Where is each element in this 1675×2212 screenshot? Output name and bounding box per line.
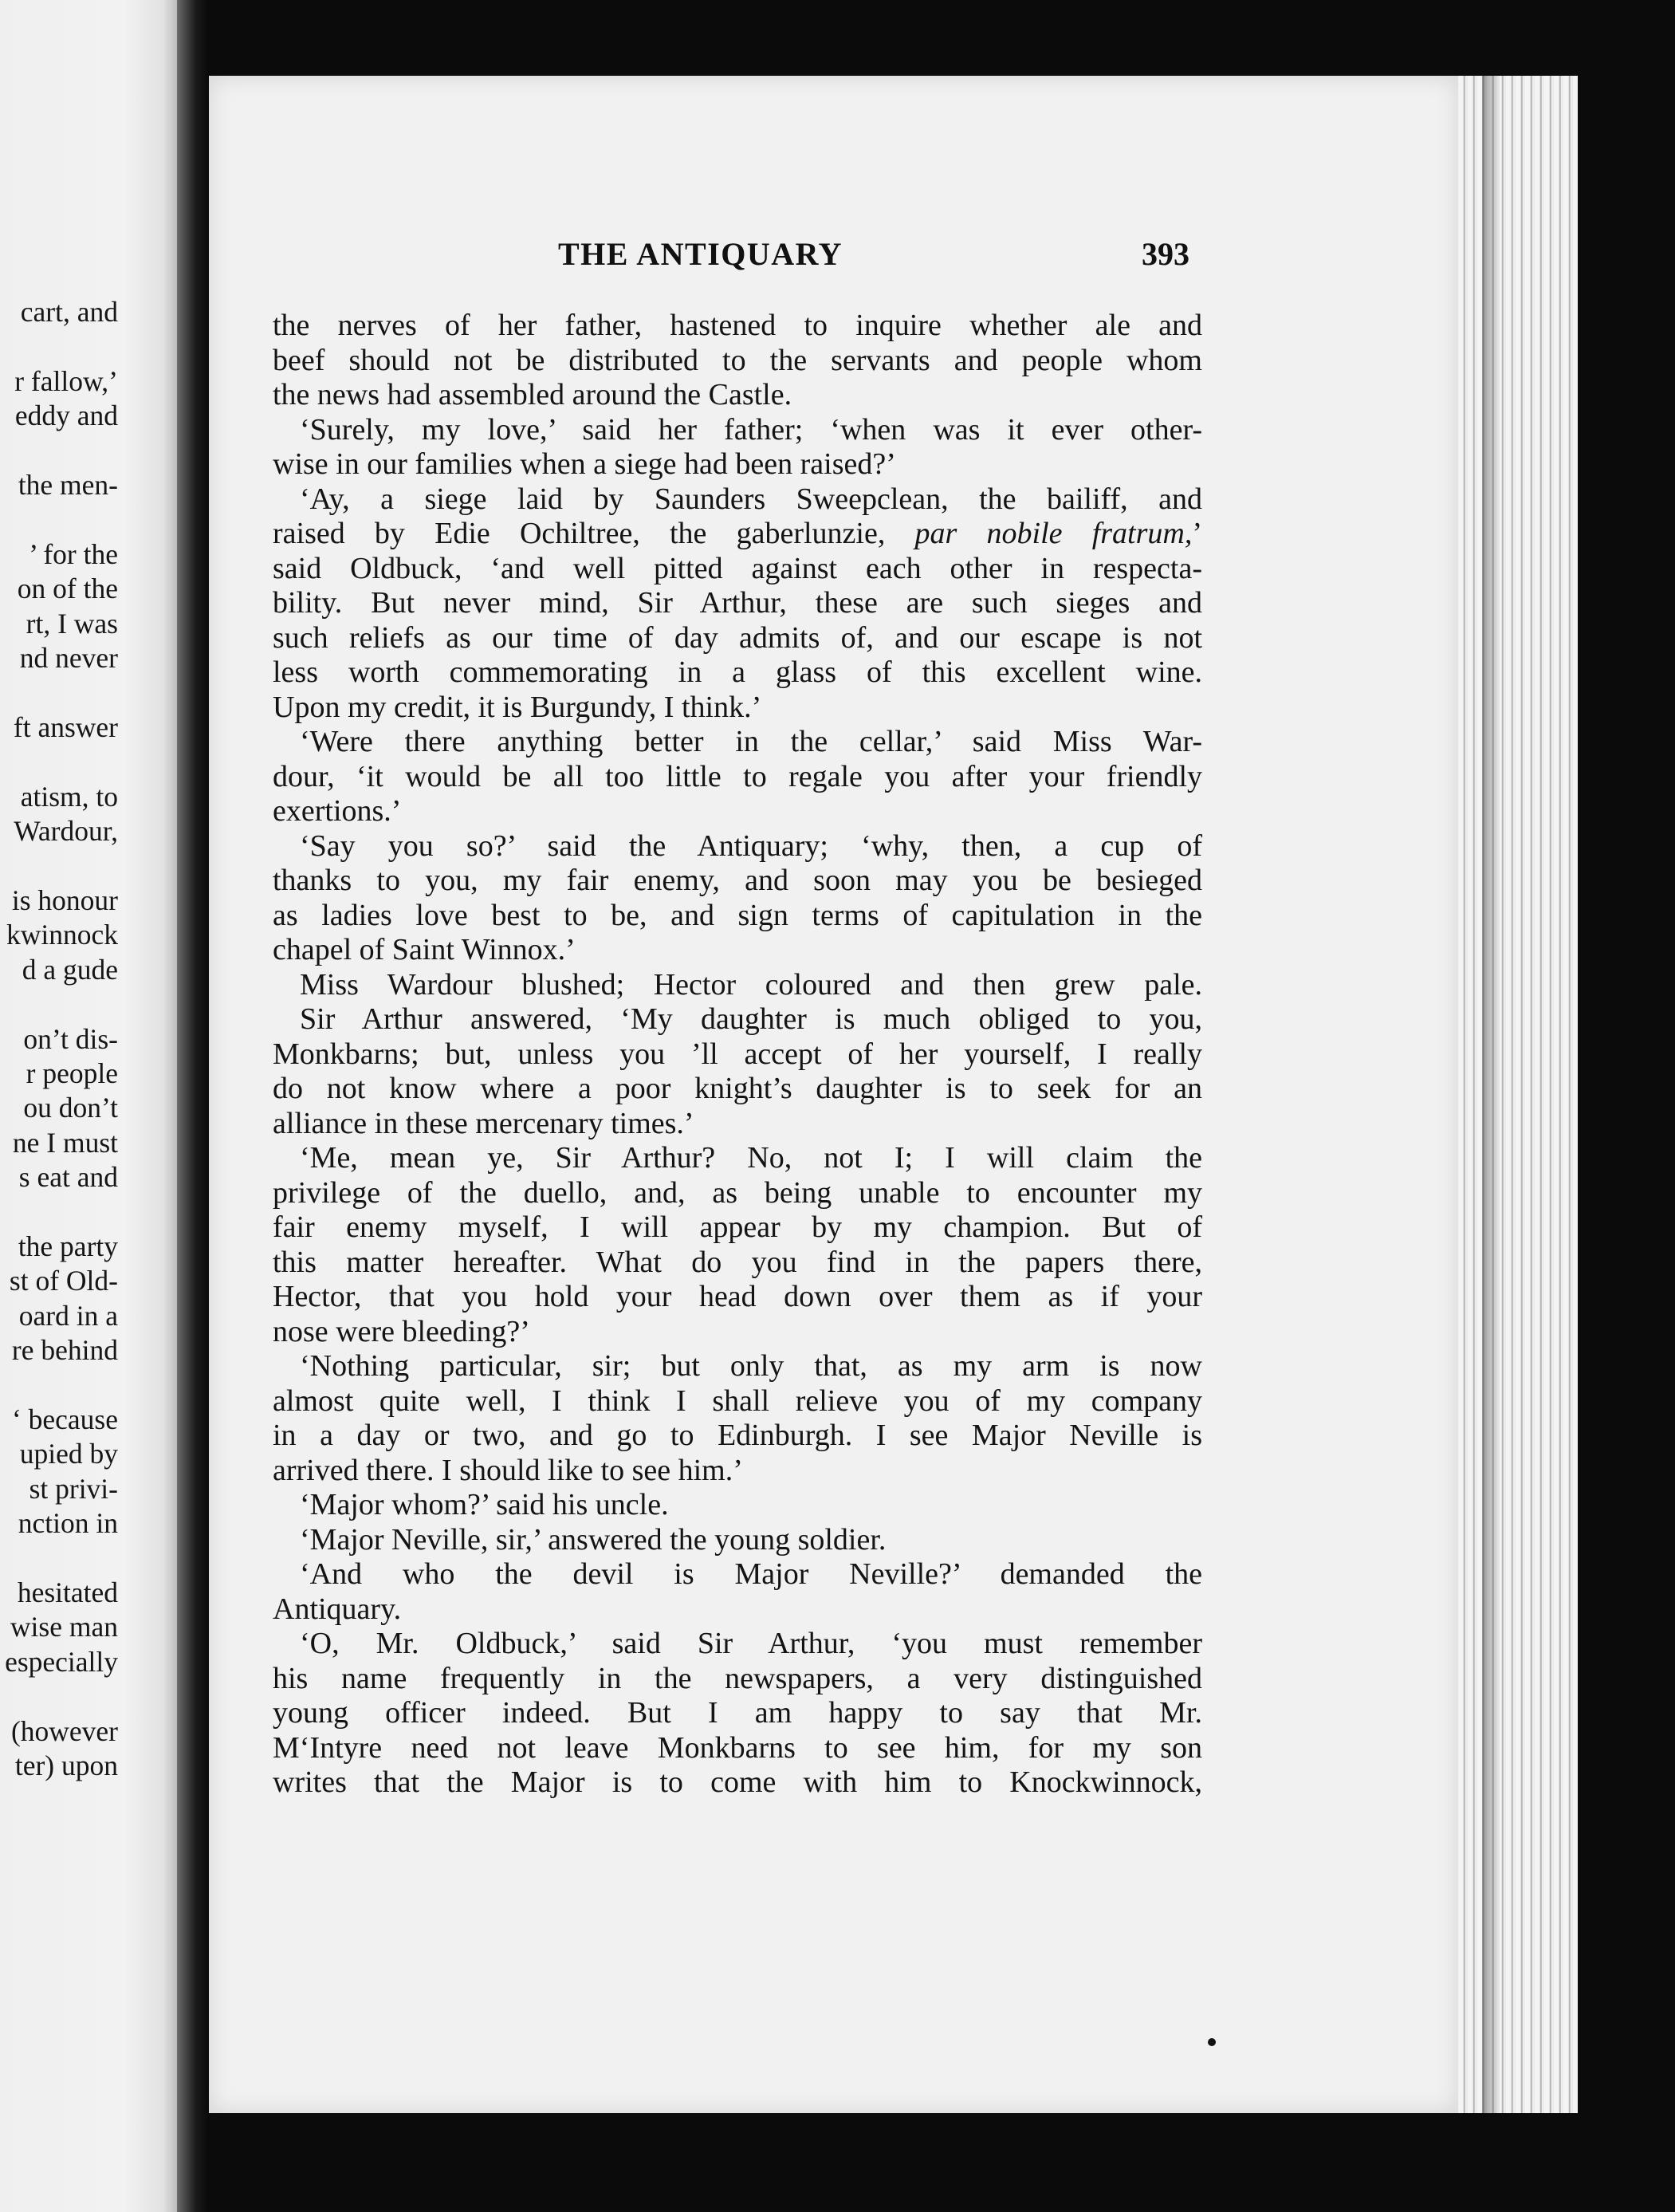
italic-phrase: par nobile fratrum, xyxy=(914,517,1193,550)
facing-page-line xyxy=(0,502,118,537)
text-line xyxy=(273,829,1202,864)
text-line xyxy=(273,1557,1202,1592)
text-line-content: ‘Say you so?’ said the Antiquary; ‘why, then, a cup of xyxy=(300,829,1202,863)
text-line-content: Antiquary. xyxy=(273,1592,402,1626)
page-number: 393 xyxy=(1142,236,1189,272)
running-head: THE ANTIQUARY xyxy=(558,236,843,272)
text-line-content: the news had assembled around the Castle. xyxy=(273,378,792,411)
facing-page-line xyxy=(0,434,118,468)
text-line xyxy=(273,309,1202,344)
body-text xyxy=(273,309,1202,1801)
facing-page-line: ou don’t xyxy=(23,1092,118,1124)
facing-page-line: ne I must xyxy=(12,1126,118,1159)
text-line xyxy=(273,1037,1202,1073)
text-line-content: almost quite well, I think I shall relieve you of my company xyxy=(273,1383,1202,1418)
text-line-content: the nerves of her father, hastened to inquire whether ale and xyxy=(273,309,1202,342)
text-line-content: do not know where a poor knight’s daughter is to seek for an xyxy=(273,1072,1202,1105)
text-line-tail: ’ xyxy=(1192,517,1202,550)
text-line-content: ‘O, Mr. Oldbuck,’ said Sir Arthur, ‘you must remember xyxy=(300,1627,1202,1660)
facing-page-line: d a gude xyxy=(22,953,118,986)
facing-page-line: re behind xyxy=(11,1334,118,1367)
facing-page-line: cart, and xyxy=(20,296,118,328)
facing-page-line: (however xyxy=(10,1714,118,1747)
text-line xyxy=(273,621,1202,656)
text-line xyxy=(273,968,1202,1003)
text-line-content: said Oldbuck, ‘and well pitted against each other in respecta- xyxy=(273,551,1202,585)
text-line xyxy=(273,482,1202,518)
text-line xyxy=(273,1107,1202,1142)
facing-page-line: s eat and xyxy=(18,1161,118,1194)
text-line xyxy=(273,1349,1202,1384)
text-line xyxy=(273,899,1202,934)
text-line-content: M‘Intyre need not leave Monkbarns to see him, for my son xyxy=(273,1730,1202,1765)
text-line-content: thanks to you, my fair enemy, and soon may you be besieged xyxy=(273,864,1202,897)
text-line xyxy=(273,725,1202,760)
text-line-content: this matter hereafter. What do you find in the papers there, xyxy=(273,1245,1202,1279)
text-line-content: as ladies love best to be, and sign terms of capitulation in the xyxy=(273,898,1202,932)
text-line xyxy=(273,344,1202,379)
text-line xyxy=(273,864,1202,899)
facing-page-line: is honour xyxy=(11,884,118,916)
text-line-content: exertions.’ xyxy=(273,794,402,828)
facing-page-line: ‘ because xyxy=(11,1403,118,1435)
page-edges xyxy=(1458,76,1578,2113)
facing-page-line xyxy=(0,745,118,779)
facing-page-line: atism, to xyxy=(20,780,118,813)
facing-page-line: upied by xyxy=(19,1438,118,1470)
text-line xyxy=(273,1002,1202,1037)
facing-page-line: ft answer xyxy=(13,710,118,743)
text-line-content: chapel of Saint Winnox.’ xyxy=(273,933,576,966)
text-line-content: such reliefs as our time of day admits of, and our escape is not xyxy=(273,620,1202,655)
text-line xyxy=(273,1384,1202,1419)
text-line xyxy=(273,760,1202,795)
text-line-content: raised by Edie Ochiltree, the gaberlunzie, xyxy=(273,517,915,550)
facing-page-line xyxy=(0,675,118,710)
text-line-content: ‘And who the devil is Major Neville?’ demanded the xyxy=(300,1557,1202,1591)
text-line-content: ‘Major Neville, sir,’ answered the young soldier. xyxy=(300,1522,887,1557)
facing-page-line xyxy=(0,987,118,1021)
facing-page-line xyxy=(0,1368,118,1403)
text-line-content: ‘Me, mean ye, Sir Arthur? No, not I; I will claim the xyxy=(300,1141,1202,1175)
facing-page-line: wise man xyxy=(10,1611,118,1643)
text-line-content: wise in our families when a siege had been raised?’ xyxy=(273,447,896,481)
facing-page-line: hesitated xyxy=(17,1576,118,1609)
text-line xyxy=(273,378,1202,413)
text-line-content: Sir Arthur answered, ‘My daughter is much obliged to you, xyxy=(300,1002,1202,1036)
text-line xyxy=(273,1210,1202,1246)
text-line-content: ‘Were there anything better in the cellar,’ said Miss War- xyxy=(300,725,1202,758)
text-line xyxy=(273,517,1202,552)
facing-page-line: ter) upon xyxy=(14,1750,118,1782)
text-line-content: fair enemy myself, I will appear by my champion. But of xyxy=(273,1210,1202,1244)
text-line xyxy=(273,655,1202,691)
text-line xyxy=(273,1662,1202,1697)
text-line-content: bility. But never mind, Sir Arthur, these are such sieges and xyxy=(273,586,1202,620)
facing-page-line xyxy=(0,849,118,884)
text-line xyxy=(273,552,1202,587)
text-line xyxy=(273,1731,1202,1766)
text-line xyxy=(273,1315,1202,1350)
text-line xyxy=(273,933,1202,968)
facing-page-line: the men- xyxy=(18,469,118,502)
facing-page-line: eddy and xyxy=(14,399,118,432)
text-line xyxy=(273,586,1202,621)
facing-page-line: st of Old- xyxy=(9,1265,118,1297)
text-line-content: ‘Ay, a siege laid by Saunders Sweepclean, the bailiff, and xyxy=(300,482,1202,516)
facing-page-line: rt, I was xyxy=(26,607,118,640)
text-line xyxy=(273,1765,1202,1801)
text-line xyxy=(273,1176,1202,1211)
text-line-content: Monkbarns; but, unless you ’ll accept of her yourself, I really xyxy=(273,1037,1202,1071)
facing-page-line xyxy=(0,1195,118,1230)
text-line-content: ‘Nothing particular, sir; but only that, as my arm is now xyxy=(300,1349,1202,1383)
facing-page-line: kwinnock xyxy=(6,919,118,951)
text-line-content: in a day or two, and go to Edinburgh. I see Major Neville is xyxy=(273,1419,1202,1452)
facing-page-line: oard in a xyxy=(18,1299,118,1332)
text-line xyxy=(273,794,1202,829)
text-line xyxy=(273,1141,1202,1176)
text-line-content: writes that the Major is to come with him to Knockwinnock, xyxy=(273,1765,1202,1799)
text-line xyxy=(273,413,1202,448)
text-line xyxy=(273,1627,1202,1662)
text-line xyxy=(273,447,1202,482)
text-line xyxy=(273,1488,1202,1523)
text-line-content: less worth commemorating in a glass of this excellent wine. xyxy=(273,655,1202,689)
text-line-content: arrived there. I should like to see him.’ xyxy=(273,1453,743,1487)
text-line xyxy=(273,1280,1202,1315)
facing-page-line xyxy=(0,1541,118,1576)
ink-speck xyxy=(1208,2038,1216,2046)
facing-page-line: on of the xyxy=(17,573,118,605)
text-line xyxy=(273,1246,1202,1281)
text-line-content: beef should not be distributed to the servants and people whom xyxy=(273,343,1202,377)
facing-page-line: st privi- xyxy=(29,1472,118,1505)
facing-page-line: r people xyxy=(26,1057,118,1089)
text-line-content: young officer indeed. But I am happy to say that Mr. xyxy=(273,1696,1202,1730)
facing-page-line: r fallow,’ xyxy=(14,364,118,397)
text-line-content: Miss Wardour blushed; Hector coloured and then grew pale. xyxy=(300,967,1202,1002)
text-line-content: dour, ‘it would be all too little to regale you after your friendly xyxy=(273,759,1202,793)
facing-page-line: on’t dis- xyxy=(23,1022,118,1055)
facing-page-line: ’ for the xyxy=(29,537,118,570)
text-line-content: nose were bleeding?’ xyxy=(273,1314,530,1348)
text-line xyxy=(273,691,1202,726)
text-line xyxy=(273,1072,1202,1107)
facing-page-line: Wardour, xyxy=(14,815,118,848)
facing-page-text-fragments xyxy=(0,295,118,1783)
text-line xyxy=(273,1419,1202,1454)
text-line xyxy=(273,1696,1202,1731)
text-line-content: Upon my credit, it is Burgundy, I think.’ xyxy=(273,690,762,724)
facing-page-line: nd never xyxy=(19,642,118,675)
facing-page-left xyxy=(0,0,177,2212)
facing-page-line xyxy=(0,1679,118,1714)
book-gutter xyxy=(177,0,209,2212)
text-line xyxy=(273,1523,1202,1558)
facing-page-line: nction in xyxy=(18,1507,118,1540)
text-line xyxy=(273,1592,1202,1628)
text-line xyxy=(273,1454,1202,1489)
facing-page-line: the party xyxy=(18,1230,118,1262)
text-line-content: ‘Major whom?’ said his uncle. xyxy=(300,1488,669,1521)
text-line-content: his name frequently in the newspapers, a very distinguished xyxy=(273,1661,1202,1695)
text-line-content: privilege of the duello, and, as being unable to encounter my xyxy=(273,1175,1202,1210)
facing-page-line: especially xyxy=(5,1645,118,1678)
text-line-content: alliance in these mercenary times.’ xyxy=(273,1106,694,1140)
facing-page-line xyxy=(0,329,118,364)
text-line-content: ‘Surely, my love,’ said her father; ‘when was it ever other- xyxy=(300,412,1202,447)
text-line-content: Hector, that you hold your head down over them as if your xyxy=(273,1280,1202,1313)
